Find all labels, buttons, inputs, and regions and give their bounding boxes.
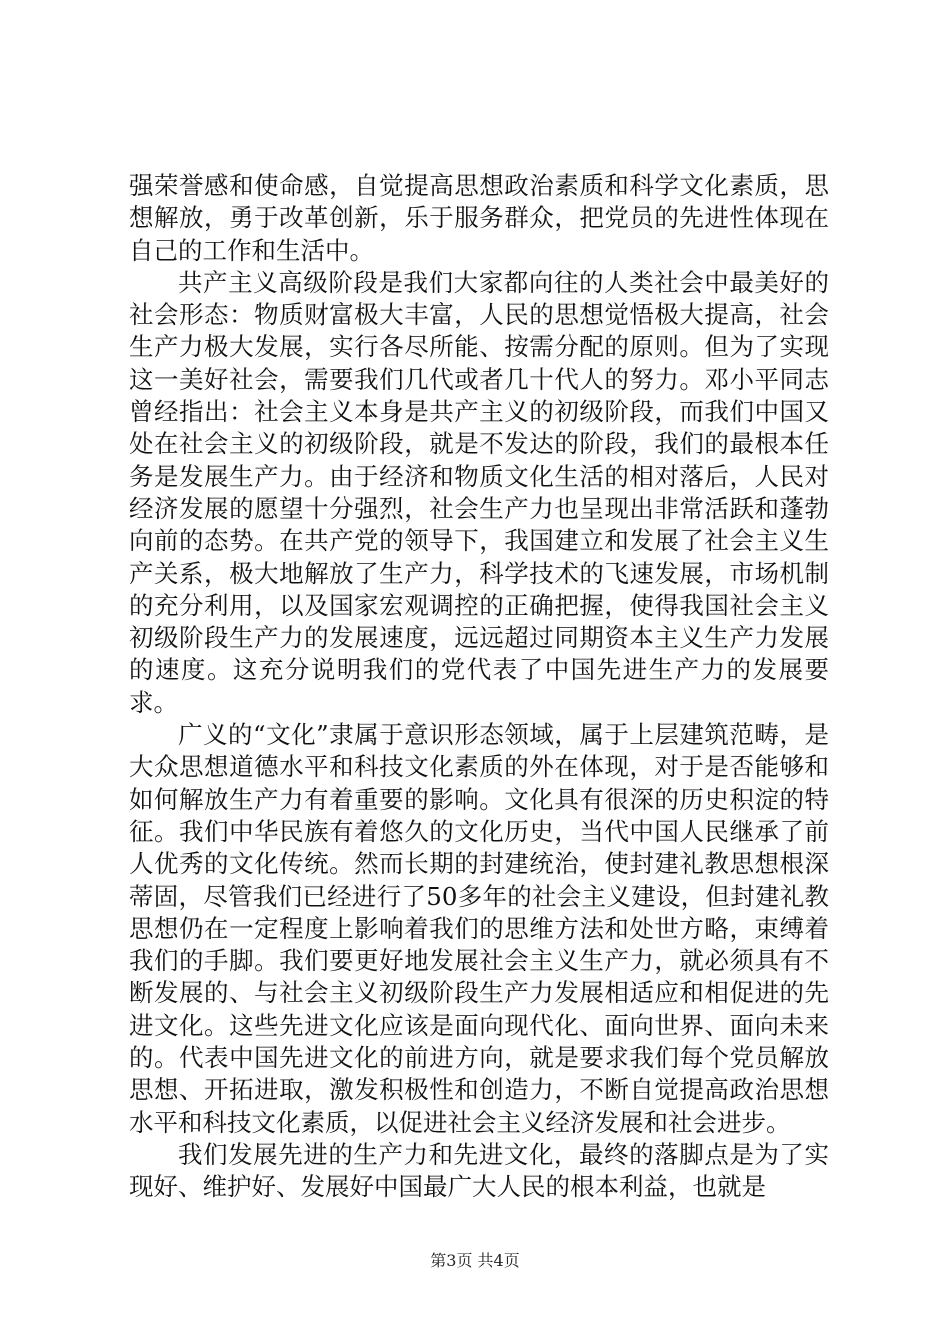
page-number-footer: 第3页 共4页 [430,1251,520,1270]
paragraph-2: 共产主义高级阶段是我们大家都向往的人类社会中最美好的社会形态：物质财富极大丰富，人民的思想觉悟极大提高，社会生产力极大发展，实行各尽所能、按需分配的原则。但为了实现这一美好社会，需要我们几代或者几十代人的努力。邓小平同志曾经指出：社会主义本身是共产主义的初级阶段，而我们中国又处在社会主义的初级阶段，就是不发达的阶段，我们的最根本任务是发展生产力。由于经济和物质文化生活的相对落后，人民对经济发展的愿望十分强烈，社会生产力也呈现出非常活跃和蓬勃向前的态势。在共产党的领导下，我国建立和发展了社会主义生产关系，极大地解放了生产力，科学技术的飞速发展，市场机制的充分利用，以及国家宏观调控的正确把握，使得我国社会主义初级阶段生产力的发展速度，远远超过同期资本主义生产力发展的速度。这充分说明我们的党代表了中国先进生产力的发展要求。 [129,267,829,717]
paragraph-1: 强荣誉感和使命感，自觉提高思想政治素质和科学文化素质，思想解放，勇于改革创新，乐于服务群众，把党员的先进性体现在自己的工作和生活中。 [129,171,829,265]
paragraph-4: 我们发展先进的生产力和先进文化，最终的落脚点是为了实现好、维护好、发展好中国最广大人民的根本利益，也就是 [129,1139,829,1202]
document-body [129,170,829,1204]
paragraph-3: 广义的“文化”隶属于意识形态领域，属于上层建筑范畴，是大众思想道德水平和科技文化素质的外在体现，对于是否能够和如何解放生产力有着重要的影响。文化具有很深的历史积淀的特征。我们中华民族有着悠久的文化历史，当代中国人民继承了前人优秀的文化传统。然而长期的封建统治，使封建礼教思想根深蒂固，尽管我们已经进行了50多年的社会主义建设，但封建礼教思想仍在一定程度上影响着我们的思维方法和处世方略，束缚着我们的手脚。我们要更好地发展社会主义生产力，就必须具有不断发展的、与社会主义初级阶段生产力发展相适应和相促进的先进文化。这些先进文化应该是面向现代化、面向世界、面向未来的。代表中国先进文化的前进方向，就是要求我们每个党员解放思想、开拓进取，激发积极性和创造力，不断自觉提高政治思想水平和科技文化素质，以促进社会主义经济发展和社会进步。 [129,720,829,1137]
